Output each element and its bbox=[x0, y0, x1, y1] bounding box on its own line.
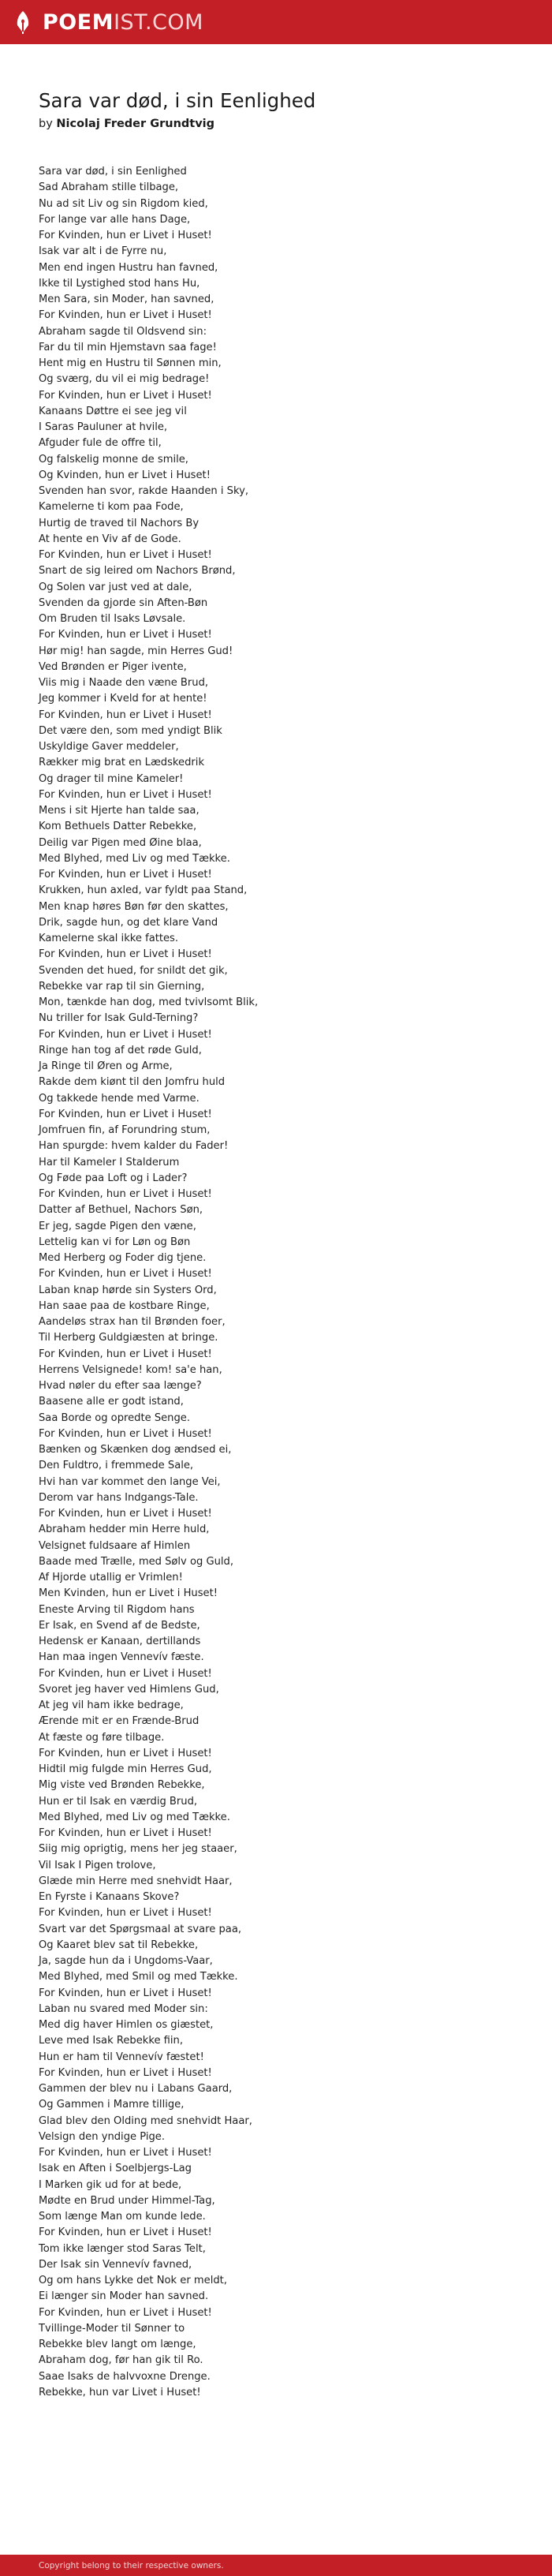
poem-line: Ja Ringe til Øren og Arme, bbox=[39, 1060, 173, 1072]
poem-line: Jomfruen fin, af Forundring stum, bbox=[39, 1124, 211, 1136]
poem-line: Svenden han svor, rakde Haanden i Sky, bbox=[39, 485, 248, 497]
poem-line: Viis mig i Naade den væne Brud, bbox=[39, 677, 209, 689]
poem-line: For Kvinden, hun er Livet i Huset! bbox=[39, 2226, 212, 2239]
poem-line: Vil Isak I Pigen trolove, bbox=[39, 1859, 156, 1871]
poem-line: Ja, sagde hun da i Ungdoms-Vaar, bbox=[39, 1955, 213, 1967]
poem-line: I Marken gik ud for at bede, bbox=[39, 2178, 182, 2191]
poem-line: Mens i sit Hjerte han talde saa, bbox=[39, 805, 200, 817]
poem-title: Sara var død, i sin Eenlighed bbox=[39, 89, 316, 112]
poem-line: Hidtil mig fulgde min Herres Gud, bbox=[39, 1763, 212, 1775]
poem-line: Hun er til Isak en værdig Brud, bbox=[39, 1795, 198, 1808]
poem-line: Lettelig kan vi for Løn og Bøn bbox=[39, 1236, 191, 1248]
poem-line: Mig viste ved Brønden Rebekke, bbox=[39, 1779, 205, 1792]
poem-line: Svenden da gjorde sin Aften-Bøn bbox=[39, 596, 208, 609]
poem-line: Nu ad sit Liv og sin Rigdom kied, bbox=[39, 197, 208, 210]
poem-line: Men Kvinden, hun er Livet i Huset! bbox=[39, 1587, 218, 1600]
poem-line: Som længe Man om kunde lede. bbox=[39, 2211, 206, 2223]
poem-line: Velsign den yndige Pige. bbox=[39, 2130, 165, 2143]
poem-line: Svenden det hued, for snildt det gik, bbox=[39, 964, 228, 977]
poem-line: Svart var det Spørgsmaal at svare paa, bbox=[39, 1923, 242, 1935]
poem-line: Derom var hans Indgangs-Tale. bbox=[39, 1491, 199, 1504]
poem-line: For Kvinden, hun er Livet i Huset! bbox=[39, 1827, 212, 1839]
poem-line: Deilig var Pigen med Øine blaa, bbox=[39, 836, 202, 849]
poem-line: Nu triller for Isak Guld-Terning? bbox=[39, 1012, 199, 1025]
quill-pen-icon bbox=[14, 10, 32, 34]
poem-line: Svoret jeg haver ved Himlens Gud, bbox=[39, 1683, 219, 1696]
poem-line: Hurtig de traved til Nachors By bbox=[39, 517, 200, 529]
poem-line: Mødte en Brud under Himmel-Tag, bbox=[39, 2194, 215, 2207]
poem-line: Ved Brønden er Piger ivente, bbox=[39, 660, 187, 673]
poem-line: Far du til min Hjemstavn saa fage! bbox=[39, 341, 217, 353]
poem-line: Datter af Bethuel, Nachors Søn, bbox=[39, 1204, 203, 1217]
poem-line: Med Herberg og Foder dig tjene. bbox=[39, 1252, 207, 1264]
poem-line: Laban knap hørde sin Systers Ord, bbox=[39, 1284, 217, 1296]
poem-line: For Kvinden, hun er Livet i Huset! bbox=[39, 309, 212, 322]
poem-line: Afguder fule de offre til, bbox=[39, 437, 162, 450]
poem-line: Til Herberg Guldgiæsten at bringe. bbox=[39, 1332, 218, 1344]
poem-line: Og Kaaret blev sat til Rebekke, bbox=[39, 1939, 199, 1951]
poem-line: Rebekke blev langt om længe, bbox=[39, 2339, 196, 2350]
poem-line: Er jeg, sagde Pigen den væne, bbox=[39, 1220, 196, 1232]
poem-line: Hedensk er Kanaan, dertillands bbox=[39, 1636, 201, 1647]
poem-line: For Kvinden, hun er Livet i Huset! bbox=[39, 1508, 212, 1520]
poem-line: Velsignet fuldsaare af Himlen bbox=[39, 1539, 191, 1552]
poem-line: Gammen der blev nu i Labans Gaard, bbox=[39, 2083, 233, 2095]
poem-line: For Kvinden, hun er Livet i Huset! bbox=[39, 1188, 212, 1200]
poem-line: Men knap høres Bøn før den skattes, bbox=[39, 900, 229, 913]
poem-line: For Kvinden, hun er Livet i Huset! bbox=[39, 788, 212, 801]
poem-line: Krukken, hun axled, var fyldt paa Stand, bbox=[39, 884, 248, 897]
author-link[interactable]: Nicolaj Freder Grundtvig bbox=[56, 118, 215, 130]
poem-line: Abraham dog, før han gik til Ro. bbox=[39, 2354, 203, 2367]
poem-line: Med Blyhed, med Liv og med Tække. bbox=[39, 852, 230, 865]
site-header bbox=[0, 0, 552, 44]
poem-line: For Kvinden, hun er Livet i Huset! bbox=[39, 1907, 212, 1920]
poem-line: Ærende mit er en Frænde-Brud bbox=[39, 1715, 200, 1728]
poem-line: Der Isak sin Vennevív favned, bbox=[39, 2258, 192, 2271]
poem-line: Og sværg, du vil ei mig bedrage! bbox=[39, 373, 210, 386]
poem-line: Snart de sig leired om Nachors Brønd, bbox=[39, 565, 236, 578]
poem-line: Ringe han tog af det røde Guld, bbox=[39, 1044, 202, 1056]
poem-line: Mon, tænkde han dog, med tvivlsomt Blik, bbox=[39, 996, 259, 1008]
poem-line: At jeg vil ham ikke bedrage, bbox=[39, 1699, 184, 1711]
poem-line: Og Solen var just ved at dale, bbox=[39, 581, 192, 593]
poem-line: Med dig haver Himlen os giæstet, bbox=[39, 2019, 214, 2031]
poem-line: For Kvinden, hun er Livet i Huset! bbox=[39, 629, 212, 641]
poem-line: Og falskelig monne de smile, bbox=[39, 453, 188, 465]
poem-line: Og Kvinden, hun er Livet i Huset! bbox=[39, 469, 211, 481]
poem-line: Kom Bethuels Datter Rebekke, bbox=[39, 821, 197, 833]
poem-line: Bænken og Skænken dog ændsed ei, bbox=[39, 1444, 232, 1456]
poem-line: Og drager til mine Kameler! bbox=[39, 772, 184, 785]
byline-prefix: by bbox=[39, 118, 53, 130]
poem-line: At fæste og føre tilbage. bbox=[39, 1731, 165, 1744]
poem-line: Rebekke var rap til sin Gierning, bbox=[39, 980, 205, 993]
poem-line: For Kvinden, hun er Livet i Huset! bbox=[39, 2066, 212, 2079]
poem-line: Og Føde paa Loft og i Lader? bbox=[39, 1172, 188, 1184]
poem-line: For Kvinden, hun er Livet i Huset! bbox=[39, 869, 212, 880]
poem-line: For Kvinden, hun er Livet i Huset! bbox=[39, 389, 212, 402]
poem-line: For Kvinden, hun er Livet i Huset! bbox=[39, 1747, 212, 1759]
poem-line: En Fyrste i Kanaans Skove? bbox=[39, 1891, 180, 1903]
poem-line: Saae Isaks de halvvoxne Drenge. bbox=[39, 2370, 211, 2383]
poem-line: Om Bruden til Isaks Løvsale. bbox=[39, 613, 186, 625]
poem-line: For Kvinden, hun er Livet i Huset! bbox=[39, 1108, 212, 1120]
poem-line: Glad blev den Olding med snehvidt Haar, bbox=[39, 2114, 252, 2127]
poem-line: For Kvinden, hun er Livet i Huset! bbox=[39, 1667, 212, 1680]
poem-line: For Kvinden, hun er Livet i Huset! bbox=[39, 549, 212, 561]
site-logo-link[interactable] bbox=[14, 10, 203, 35]
poem-line: For Kvinden, hun er Livet i Huset! bbox=[39, 230, 212, 241]
poem-line: For Kvinden, hun er Livet i Huset! bbox=[39, 1987, 212, 1999]
poem-line: Han spurgde: hvem kalder du Fader! bbox=[39, 1140, 229, 1153]
poem-line: For Kvinden, hun er Livet i Huset! bbox=[39, 1268, 212, 1281]
poem-line: For Kvinden, hun er Livet i Huset! bbox=[39, 708, 212, 721]
poem-line: Af Hjorde utallig er Vrimlen! bbox=[39, 1572, 183, 1583]
poem-line: Rakde dem kiønt til den Jomfru huld bbox=[39, 1076, 226, 1089]
poem-line: Rebekke, hun var Livet i Huset! bbox=[39, 2386, 201, 2398]
poem-line: Det være den, som med yndigt Blik bbox=[39, 724, 222, 737]
poem-line: For Kvinden, hun er Livet i Huset! bbox=[39, 948, 212, 961]
logo-text-light: IST.COM bbox=[114, 9, 203, 35]
poem-line: For Kvinden, hun er Livet i Huset! bbox=[39, 1028, 212, 1041]
poem-line: Han maa ingen Vennevív fæste. bbox=[39, 1651, 204, 1664]
poem-line: Rækker mig brat en Lædskedrik bbox=[39, 757, 205, 769]
poem-line: Isak var alt i de Fyrre nu, bbox=[39, 245, 167, 258]
poem-line: Herrens Velsignede! kom! sa'e han, bbox=[39, 1363, 222, 1376]
poem-line: Baasene alle er godt istand, bbox=[39, 1396, 184, 1408]
poem-line: Og takkede hende med Varme. bbox=[39, 1092, 200, 1105]
poem-line: Kamelerne skal ikke fattes. bbox=[39, 933, 179, 944]
poem-line: Den Fuldtro, i fremmede Sale, bbox=[39, 1460, 194, 1472]
poem-line: Sara var død, i sin Eenlighed bbox=[39, 166, 187, 178]
poem-line: Abraham hedder min Herre huld, bbox=[39, 1524, 210, 1536]
poem-line: Ei længer sin Moder han savned. bbox=[39, 2290, 209, 2303]
poem-line: Uskyldige Gaver meddeler, bbox=[39, 741, 179, 753]
site-logo-wordmark bbox=[43, 10, 203, 35]
copyright-notice: Copyright belong to their respective owners. bbox=[39, 2560, 224, 2570]
poem-line: For Kvinden, hun er Livet i Huset! bbox=[39, 2147, 212, 2159]
poem-line: Er Isak, en Svend af de Bedste, bbox=[39, 1619, 200, 1632]
poem-line: For lange var alle hans Dage, bbox=[39, 213, 191, 226]
poem-line: Drik, sagde hun, og det klare Vand bbox=[39, 916, 218, 929]
poem-line: Kanaans Døttre ei see jeg vil bbox=[39, 405, 187, 417]
poem-line: Har til Kameler I Stalderum bbox=[39, 1156, 180, 1168]
poem-line: Saa Borde og opredte Senge. bbox=[39, 1411, 191, 1424]
poem-line: I Saras Pauluner at hvile, bbox=[39, 421, 168, 433]
poem-line: Aandeløs strax han til Brønden foer, bbox=[39, 1316, 226, 1328]
poem-text bbox=[39, 164, 528, 2401]
poem-line: Men end ingen Hustru han favned, bbox=[39, 261, 218, 274]
poem-line: Abraham sagde til Oldsvend sin: bbox=[39, 325, 207, 338]
poem-line: Laban nu svared med Moder sin: bbox=[39, 2002, 208, 2015]
poem-line: For Kvinden, hun er Livet i Huset! bbox=[39, 1348, 212, 1360]
poem-line: Siig mig oprigtig, mens her jeg staaer, bbox=[39, 1843, 237, 1856]
logo-text-bold: POEM bbox=[43, 9, 114, 35]
poem-line: Eneste Arving til Rigdom hans bbox=[39, 1603, 195, 1616]
poem-line: Hvi han var kommet den lange Vei, bbox=[39, 1475, 221, 1488]
poem-line: Men Sara, sin Moder, han savned, bbox=[39, 293, 214, 305]
poem-line: Hun er ham til Vennevív fæstet! bbox=[39, 2051, 204, 2063]
site-footer bbox=[0, 2555, 552, 2576]
poem-line: Han saae paa de kostbare Ringe, bbox=[39, 1299, 210, 1312]
poem-line: Isak en Aften i Soelbjergs-Lag bbox=[39, 2163, 192, 2175]
poem-line: Hvad nøler du efter saa længe? bbox=[39, 1380, 202, 1392]
poem-byline bbox=[39, 116, 528, 132]
poem-line: Tvillinge-Moder til Sønner to bbox=[39, 2322, 185, 2335]
poem-line: Med Blyhed, med Liv og med Tække. bbox=[39, 1811, 230, 1823]
poem-line: Og om hans Lykke det Nok er meldt, bbox=[39, 2275, 227, 2286]
poem-line: For Kvinden, hun er Livet i Huset! bbox=[39, 1427, 212, 1440]
poem-line: Med Blyhed, med Smil og med Tække. bbox=[39, 1971, 238, 1983]
poem-line: Og Gammen i Mamre tillige, bbox=[39, 2099, 185, 2111]
poem-line: Kamelerne ti kom paa Fode, bbox=[39, 501, 184, 514]
poem-line: Jeg kommer i Kveld for at hente! bbox=[39, 693, 207, 705]
poem-line: Tom ikke længer stod Saras Telt, bbox=[39, 2242, 206, 2255]
poem-line: Glæde min Herre med snehvidt Haar, bbox=[39, 1875, 233, 1887]
poem-line: For Kvinden, hun er Livet i Huset! bbox=[39, 2306, 212, 2319]
poem-line: Ikke til Lystighed stod hans Hu, bbox=[39, 277, 200, 290]
poem-line: Sad Abraham stille tilbage, bbox=[39, 181, 179, 194]
poem-line: At hente en Viv af de Gode. bbox=[39, 533, 181, 545]
poem-line: Hør mig! han sagde, min Herres Gud! bbox=[39, 645, 233, 657]
poem-line: Leve med Isak Rebekke fiin, bbox=[39, 2035, 184, 2047]
poem-line: Baade med Trælle, med Sølv og Guld, bbox=[39, 1555, 234, 1568]
poem-content bbox=[39, 88, 528, 2401]
poem-line: Hent mig en Hustru til Sønnen min, bbox=[39, 357, 222, 369]
